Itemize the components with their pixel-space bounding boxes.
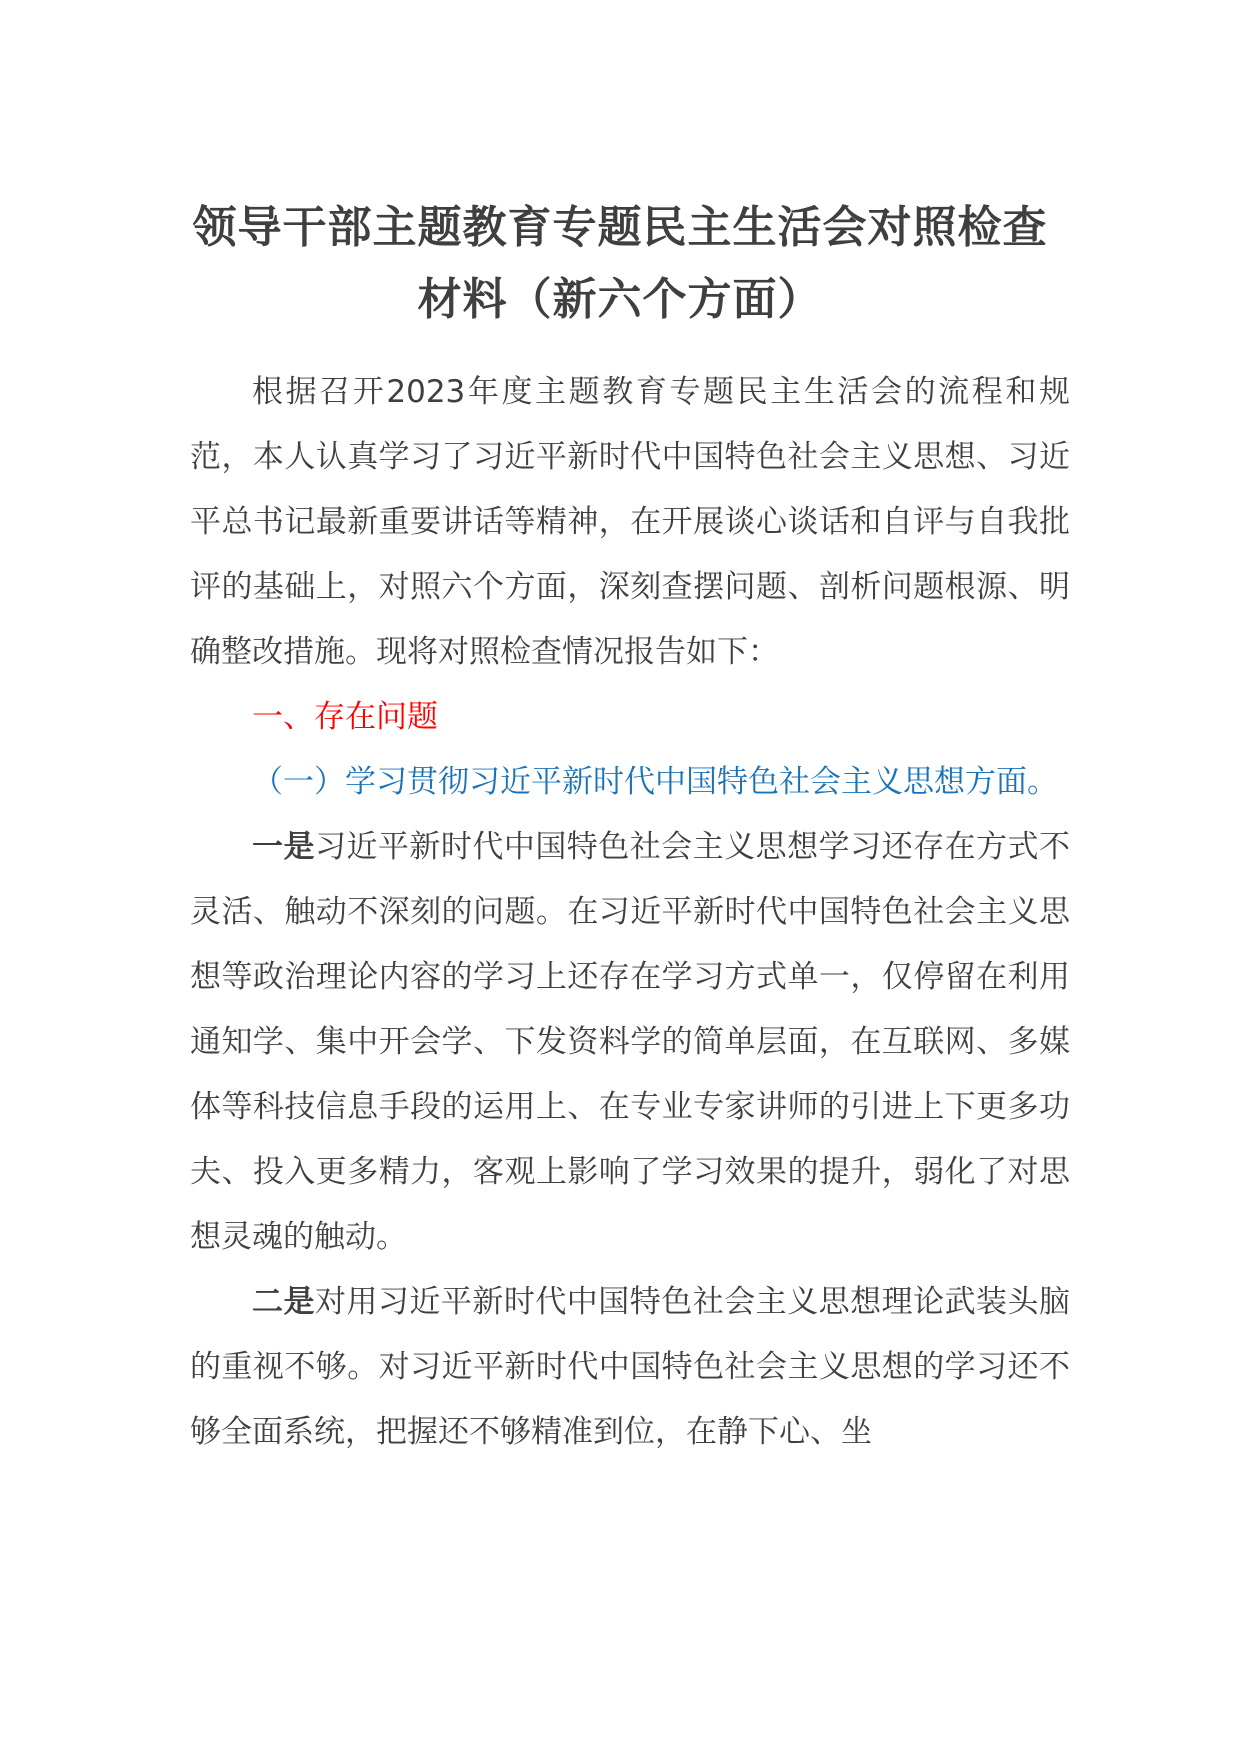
problem-item-1-lead: 一是 <box>252 829 315 865</box>
section-heading-problems: 一、存在问题 <box>252 699 438 735</box>
document-body <box>190 360 1070 1465</box>
problem-item-2-lead: 二是 <box>252 1284 315 1320</box>
problem-item-1 <box>190 815 1070 1270</box>
problem-item-2-text: 对用习近平新时代中国特色社会主义思想理论武装头脑的重视不够。对习近平新时代中国特色社会主义思想的学习还不够全面系统，把握还不够精准到位，在静下心、坐 <box>190 1284 1071 1450</box>
problem-item-1-text: 习近平新时代中国特色社会主义思想学习还存在方式不灵活、触动不深刻的问题。在习近平新时代中国特色社会主义思想等政治理论内容的学习上还存在学习方式单一，仅停留在利用通知学、集中开会学、下发资料学的简单层面，在互联网、多媒体等科技信息手段的运用上、在专业专家讲师的引进上下更多功夫、投入更多精力，客观上影响了学习效果的提升，弱化了对思想灵魂的触动。 <box>190 829 1071 1255</box>
subsection-heading-study: （一）学习贯彻习近平新时代中国特色社会主义思想方面。 <box>252 764 1058 800</box>
intro-paragraph: 根据召开2023年度主题教育专题民主生活会的流程和规范，本人认真学习了习近平新时代中国特色社会主义思想、习近平总书记最新重要讲话等精神，在开展谈心谈话和自评与自我批评的基础上，对照六个方面，深刻查摆问题、剖析问题根源、明确整改措施。现将对照检查情况报告如下： <box>190 374 1070 670</box>
problem-item-2 <box>190 1270 1070 1465</box>
title-line-2: 材料（新六个方面） <box>417 274 823 325</box>
document-title <box>160 192 1080 336</box>
title-line-1: 领导干部主题教育专题民主生活会对照检查 <box>192 202 1048 253</box>
